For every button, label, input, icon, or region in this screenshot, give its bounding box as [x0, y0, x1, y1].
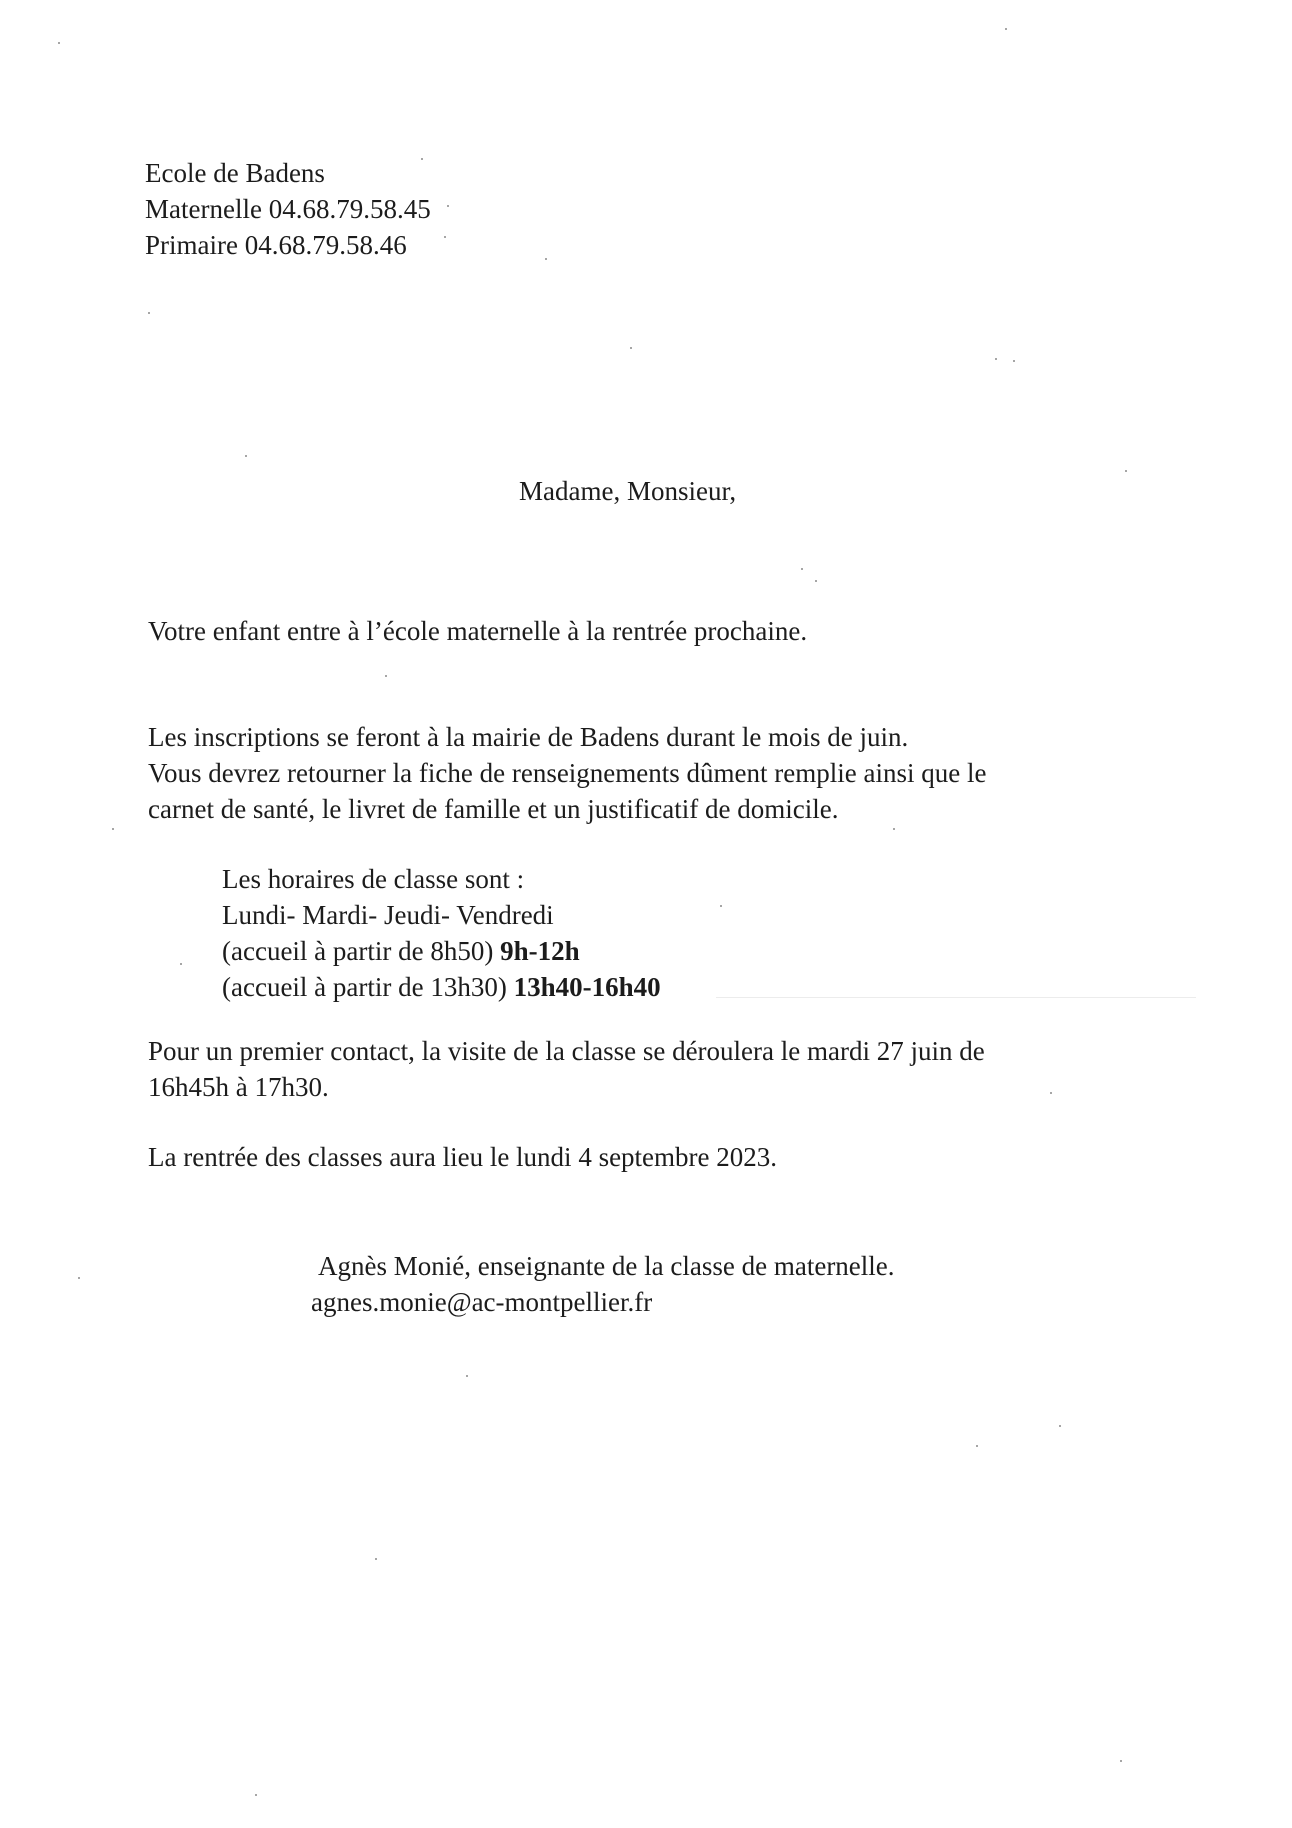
rentree-paragraph: La rentrée des classes aura lieu le lundi 4 septembre 2023.	[148, 1142, 778, 1172]
scan-speck	[180, 963, 182, 965]
scan-speck	[1120, 1760, 1122, 1762]
scan-speck	[1013, 360, 1015, 362]
scan-speck	[447, 205, 449, 207]
school-name: Ecole de Badens	[145, 158, 325, 188]
intro-paragraph: Votre enfant entre à l’école maternelle à la rentrée prochaine.	[148, 616, 808, 646]
inscriptions-paragraph	[148, 719, 986, 827]
inscriptions-line: Les inscriptions se feront à la mairie de Badens durant le mois de juin.	[148, 722, 909, 752]
inscriptions-line: carnet de santé, le livret de famille et un justificatif de domicile.	[148, 794, 839, 824]
scan-speck	[1125, 470, 1127, 472]
scan-speck	[1005, 28, 1007, 30]
salutation: Madame, Monsieur,	[519, 476, 737, 506]
signature-email[interactable]: agnes.monie@ac-montpellier.fr	[311, 1287, 653, 1317]
inscriptions-line: Vous devrez retourner la fiche de renseignements dûment remplie ainsi que le	[148, 758, 987, 788]
scan-speck	[720, 905, 722, 907]
signature-name: Agnès Monié, enseignante de la classe de maternelle.	[318, 1251, 895, 1281]
scan-speck	[815, 580, 817, 582]
morning-welcome: (accueil à partir de 8h50)	[222, 936, 494, 966]
scan-speck	[995, 358, 997, 360]
visit-paragraph	[148, 1033, 985, 1105]
scan-speck	[148, 312, 150, 314]
scan-speck	[801, 568, 803, 570]
scan-speck	[466, 1375, 468, 1377]
morning-hours: 9h-12h	[500, 936, 580, 966]
schedule-title: Les horaires de classe sont :	[222, 864, 525, 894]
scan-speck	[1059, 1425, 1061, 1427]
scan-speck	[893, 828, 895, 830]
schedule-afternoon	[222, 969, 661, 1005]
scan-speck	[58, 42, 60, 44]
schedule-morning	[222, 933, 661, 969]
primaire-phone: Primaire 04.68.79.58.46	[145, 230, 407, 260]
maternelle-phone: Maternelle 04.68.79.58.45	[145, 194, 431, 224]
scan-speck	[1050, 1092, 1052, 1094]
scan-artifact-line	[716, 997, 1196, 998]
scan-speck	[112, 828, 114, 830]
scan-speck	[385, 675, 387, 677]
visit-line: Pour un premier contact, la visite de la classe se déroulera le mardi 27 juin de	[148, 1036, 985, 1066]
scan-speck	[630, 347, 632, 349]
afternoon-welcome: (accueil à partir de 13h30)	[222, 972, 507, 1002]
visit-line: 16h45h à 17h30.	[148, 1072, 329, 1102]
afternoon-hours: 13h40-16h40	[513, 972, 661, 1002]
scan-speck	[545, 258, 547, 260]
scan-speck	[255, 1794, 257, 1796]
scan-speck	[375, 1558, 377, 1560]
scan-speck	[976, 1445, 978, 1447]
scan-speck	[78, 1277, 80, 1279]
scan-speck	[444, 236, 446, 238]
schedule-days: Lundi- Mardi- Jeudi- Vendredi	[222, 900, 554, 930]
scan-speck	[421, 158, 423, 160]
school-header	[145, 155, 431, 263]
schedule-block	[222, 861, 661, 1005]
signature-block	[311, 1248, 895, 1320]
scan-speck	[245, 455, 247, 457]
